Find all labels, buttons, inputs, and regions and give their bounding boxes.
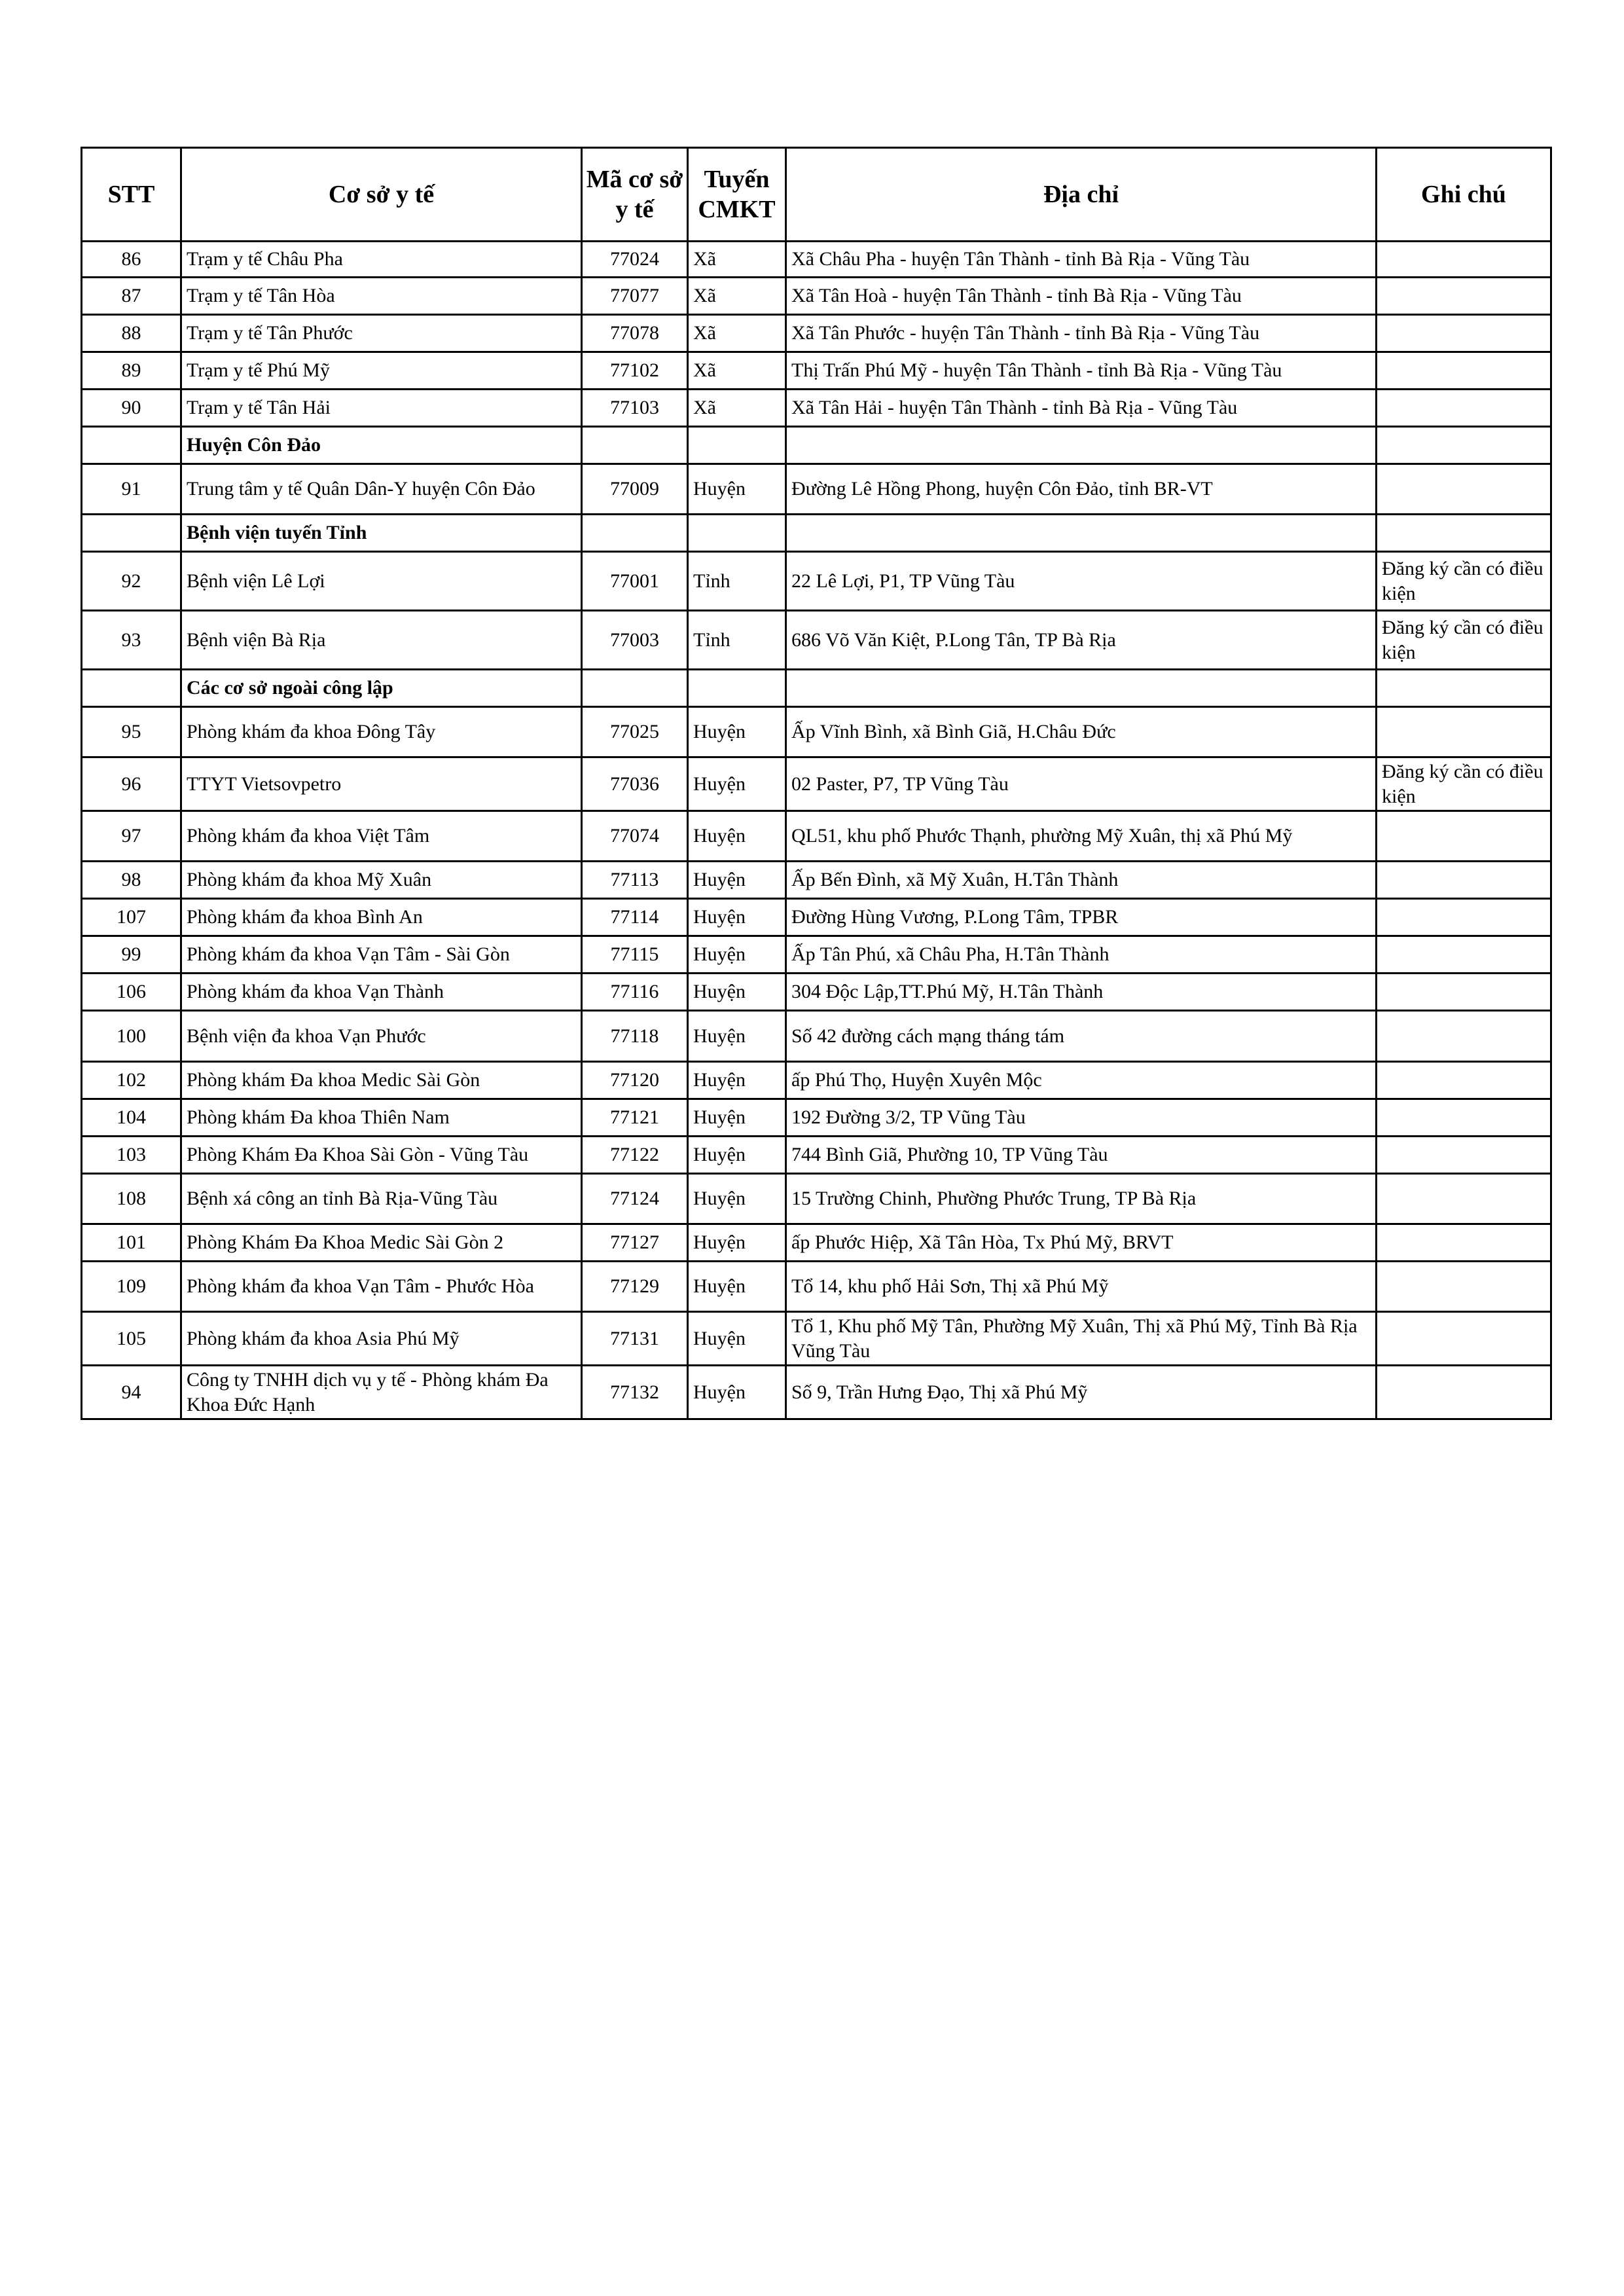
address-cell: Xã Tân Hải - huyện Tân Thành - tỉnh Bà Rịa - Vũng Tàu <box>786 390 1377 427</box>
section-title: Các cơ sở ngoài công lập <box>181 670 582 707</box>
code-cell: 77103 <box>582 390 688 427</box>
stt-cell: 87 <box>82 278 181 315</box>
level-cell: Huyện <box>688 1224 786 1262</box>
stt-cell: 96 <box>82 757 181 811</box>
facility-cell: Phòng khám đa khoa Đông Tây <box>181 707 582 757</box>
address-cell: Xã Tân Phước - huyện Tân Thành - tỉnh Bà Rịa - Vũng Tàu <box>786 315 1377 352</box>
note-cell <box>1377 315 1551 352</box>
level-cell: Huyện <box>688 1011 786 1062</box>
level-cell: Huyện <box>688 862 786 899</box>
address-cell: Ấp Tân Phú, xã Châu Pha, H.Tân Thành <box>786 936 1377 974</box>
code-cell: 77024 <box>582 242 688 278</box>
note-cell <box>1377 1262 1551 1312</box>
facility-cell: Trạm y tế Phú Mỹ <box>181 352 582 390</box>
level-cell: Xã <box>688 242 786 278</box>
address-cell: 15 Trường Chinh, Phường Phước Trung, TP Bà Rịa <box>786 1174 1377 1224</box>
table-header-row <box>82 148 1551 242</box>
level-cell: Huyện <box>688 811 786 862</box>
code-cell: 77118 <box>582 1011 688 1062</box>
level-cell: Huyện <box>688 936 786 974</box>
section-level-cell <box>688 427 786 464</box>
facility-cell: Phòng khám đa khoa Mỹ Xuân <box>181 862 582 899</box>
stt-cell: 109 <box>82 1262 181 1312</box>
stt-cell: 99 <box>82 936 181 974</box>
facility-cell: Phòng khám Đa khoa Medic Sài Gòn <box>181 1062 582 1099</box>
address-cell: 744 Bình Giã, Phường 10, TP Vũng Tàu <box>786 1137 1377 1174</box>
section-title: Bệnh viện tuyến Tỉnh <box>181 515 582 552</box>
table-row <box>82 811 1551 862</box>
code-cell: 77132 <box>582 1366 688 1419</box>
level-cell: Tỉnh <box>688 611 786 670</box>
table-row <box>82 1174 1551 1224</box>
stt-cell: 103 <box>82 1137 181 1174</box>
header-address: Địa chỉ <box>786 148 1377 242</box>
section-row <box>82 515 1551 552</box>
address-cell: 22 Lê Lợi, P1, TP Vũng Tàu <box>786 552 1377 611</box>
section-stt-cell <box>82 515 181 552</box>
header-note: Ghi chú <box>1377 148 1551 242</box>
stt-cell: 93 <box>82 611 181 670</box>
code-cell: 77120 <box>582 1062 688 1099</box>
section-level-cell <box>688 515 786 552</box>
section-address-cell <box>786 427 1377 464</box>
header-stt: STT <box>82 148 181 242</box>
level-cell: Huyện <box>688 1099 786 1137</box>
level-cell: Xã <box>688 390 786 427</box>
table-row <box>82 757 1551 811</box>
header-facility: Cơ sở y tế <box>181 148 582 242</box>
code-cell: 77102 <box>582 352 688 390</box>
section-note-cell <box>1377 670 1551 707</box>
facility-cell: TTYT Vietsovpetro <box>181 757 582 811</box>
table-row <box>82 1062 1551 1099</box>
section-note-cell <box>1377 515 1551 552</box>
section-code-cell <box>582 515 688 552</box>
section-address-cell <box>786 515 1377 552</box>
stt-cell: 108 <box>82 1174 181 1224</box>
note-cell <box>1377 811 1551 862</box>
header-code: Mã cơ sở y tế <box>582 148 688 242</box>
code-cell: 77078 <box>582 315 688 352</box>
table-row <box>82 1099 1551 1137</box>
facility-cell: Phòng Khám Đa Khoa Medic Sài Gòn 2 <box>181 1224 582 1262</box>
table-row <box>82 552 1551 611</box>
note-cell <box>1377 242 1551 278</box>
address-cell: Ấp Bến Đình, xã Mỹ Xuân, H.Tân Thành <box>786 862 1377 899</box>
address-cell: 02 Paster, P7, TP Vũng Tàu <box>786 757 1377 811</box>
table-row <box>82 278 1551 315</box>
header-level: Tuyến CMKT <box>688 148 786 242</box>
address-cell: Tổ 14, khu phố Hải Sơn, Thị xã Phú Mỹ <box>786 1262 1377 1312</box>
facility-cell: Phòng khám đa khoa Vạn Thành <box>181 974 582 1011</box>
note-cell <box>1377 1312 1551 1366</box>
table-row <box>82 862 1551 899</box>
section-code-cell <box>582 670 688 707</box>
facility-cell: Công ty TNHH dịch vụ y tế - Phòng khám Đa Khoa Đức Hạnh <box>181 1366 582 1419</box>
table-row <box>82 1137 1551 1174</box>
facility-cell: Phòng khám đa khoa Vạn Tâm - Sài Gòn <box>181 936 582 974</box>
stt-cell: 95 <box>82 707 181 757</box>
section-stt-cell <box>82 427 181 464</box>
note-cell <box>1377 278 1551 315</box>
stt-cell: 102 <box>82 1062 181 1099</box>
stt-cell: 100 <box>82 1011 181 1062</box>
code-cell: 77077 <box>582 278 688 315</box>
address-cell: ấp Phú Thọ, Huyện Xuyên Mộc <box>786 1062 1377 1099</box>
facility-cell: Phòng khám đa khoa Việt Tâm <box>181 811 582 862</box>
stt-cell: 92 <box>82 552 181 611</box>
note-cell <box>1377 1099 1551 1137</box>
code-cell: 77122 <box>582 1137 688 1174</box>
stt-cell: 89 <box>82 352 181 390</box>
note-cell <box>1377 464 1551 515</box>
section-address-cell <box>786 670 1377 707</box>
facility-cell: Phòng khám đa khoa Bình An <box>181 899 582 936</box>
section-level-cell <box>688 670 786 707</box>
note-cell <box>1377 1062 1551 1099</box>
note-cell <box>1377 1174 1551 1224</box>
address-cell: Ấp Vĩnh Bình, xã Bình Giã, H.Châu Đức <box>786 707 1377 757</box>
level-cell: Xã <box>688 352 786 390</box>
code-cell: 77127 <box>582 1224 688 1262</box>
address-cell: Xã Tân Hoà - huyện Tân Thành - tỉnh Bà Rịa - Vũng Tàu <box>786 278 1377 315</box>
level-cell: Xã <box>688 315 786 352</box>
facility-cell: Phòng khám đa khoa Vạn Tâm - Phước Hòa <box>181 1262 582 1312</box>
section-row <box>82 670 1551 707</box>
stt-cell: 91 <box>82 464 181 515</box>
code-cell: 77009 <box>582 464 688 515</box>
level-cell: Tỉnh <box>688 552 786 611</box>
facility-cell: Bệnh xá công an tỉnh Bà Rịa-Vũng Tàu <box>181 1174 582 1224</box>
stt-cell: 94 <box>82 1366 181 1419</box>
level-cell: Huyện <box>688 899 786 936</box>
note-cell <box>1377 862 1551 899</box>
facility-cell: Phòng khám Đa khoa Thiên Nam <box>181 1099 582 1137</box>
facility-cell: Bệnh viện Lê Lợi <box>181 552 582 611</box>
facility-table <box>81 147 1552 1420</box>
facility-cell: Phòng khám đa khoa Asia Phú Mỹ <box>181 1312 582 1366</box>
note-cell <box>1377 352 1551 390</box>
section-stt-cell <box>82 670 181 707</box>
table-row <box>82 899 1551 936</box>
table-row <box>82 1366 1551 1419</box>
section-row <box>82 427 1551 464</box>
address-cell: Tổ 1, Khu phố Mỹ Tân, Phường Mỹ Xuân, Thị xã Phú Mỹ, Tỉnh Bà Rịa Vũng Tàu <box>786 1312 1377 1366</box>
facility-cell: Trạm y tế Châu Pha <box>181 242 582 278</box>
stt-cell: 105 <box>82 1312 181 1366</box>
note-cell <box>1377 974 1551 1011</box>
stt-cell: 101 <box>82 1224 181 1262</box>
facility-cell: Trung tâm y tế Quân Dân-Y huyện Côn Đảo <box>181 464 582 515</box>
table-row <box>82 464 1551 515</box>
stt-cell: 104 <box>82 1099 181 1137</box>
facility-cell: Trạm y tế Tân Hòa <box>181 278 582 315</box>
level-cell: Huyện <box>688 1174 786 1224</box>
table-row <box>82 1224 1551 1262</box>
code-cell: 77113 <box>582 862 688 899</box>
level-cell: Huyện <box>688 1262 786 1312</box>
section-code-cell <box>582 427 688 464</box>
address-cell: ấp Phước Hiệp, Xã Tân Hòa, Tx Phú Mỹ, BRVT <box>786 1224 1377 1262</box>
facility-cell: Trạm y tế Tân Hải <box>181 390 582 427</box>
level-cell: Huyện <box>688 757 786 811</box>
level-cell: Huyện <box>688 707 786 757</box>
table-row <box>82 1312 1551 1366</box>
table-body <box>82 242 1551 1419</box>
note-cell <box>1377 1137 1551 1174</box>
code-cell: 77124 <box>582 1174 688 1224</box>
code-cell: 77121 <box>582 1099 688 1137</box>
level-cell: Xã <box>688 278 786 315</box>
note-cell <box>1377 1011 1551 1062</box>
address-cell: 304 Độc Lập,TT.Phú Mỹ, H.Tân Thành <box>786 974 1377 1011</box>
stt-cell: 86 <box>82 242 181 278</box>
level-cell: Huyện <box>688 1312 786 1366</box>
address-cell: Đường Lê Hồng Phong, huyện Côn Đảo, tỉnh BR-VT <box>786 464 1377 515</box>
table-row <box>82 315 1551 352</box>
table-row <box>82 352 1551 390</box>
table-row <box>82 936 1551 974</box>
stt-cell: 90 <box>82 390 181 427</box>
stt-cell: 98 <box>82 862 181 899</box>
note-cell <box>1377 1366 1551 1419</box>
address-cell: 686 Võ Văn Kiệt, P.Long Tân, TP Bà Rịa <box>786 611 1377 670</box>
level-cell: Huyện <box>688 1062 786 1099</box>
note-cell <box>1377 707 1551 757</box>
address-cell: Đường Hùng Vương, P.Long Tâm, TPBR <box>786 899 1377 936</box>
address-cell: Thị Trấn Phú Mỹ - huyện Tân Thành - tỉnh Bà Rịa - Vũng Tàu <box>786 352 1377 390</box>
note-cell <box>1377 1224 1551 1262</box>
level-cell: Huyện <box>688 464 786 515</box>
note-cell: Đăng ký cần có điều kiện <box>1377 611 1551 670</box>
note-cell <box>1377 390 1551 427</box>
section-note-cell <box>1377 427 1551 464</box>
facility-cell: Bệnh viện đa khoa Vạn Phước <box>181 1011 582 1062</box>
code-cell: 77074 <box>582 811 688 862</box>
section-title: Huyện Côn Đảo <box>181 427 582 464</box>
stt-cell: 107 <box>82 899 181 936</box>
code-cell: 77003 <box>582 611 688 670</box>
stt-cell: 88 <box>82 315 181 352</box>
document-page <box>81 147 1550 1420</box>
code-cell: 77001 <box>582 552 688 611</box>
table-row <box>82 390 1551 427</box>
level-cell: Huyện <box>688 1366 786 1419</box>
address-cell: QL51, khu phố Phước Thạnh, phường Mỹ Xuân, thị xã Phú Mỹ <box>786 811 1377 862</box>
table-row <box>82 974 1551 1011</box>
code-cell: 77115 <box>582 936 688 974</box>
note-cell: Đăng ký cần có điều kiện <box>1377 757 1551 811</box>
address-cell: Số 42 đường cách mạng tháng tám <box>786 1011 1377 1062</box>
code-cell: 77025 <box>582 707 688 757</box>
code-cell: 77036 <box>582 757 688 811</box>
table-row <box>82 242 1551 278</box>
code-cell: 77116 <box>582 974 688 1011</box>
stt-cell: 97 <box>82 811 181 862</box>
level-cell: Huyện <box>688 974 786 1011</box>
facility-cell: Bệnh viện Bà Rịa <box>181 611 582 670</box>
facility-cell: Phòng Khám Đa Khoa Sài Gòn - Vũng Tàu <box>181 1137 582 1174</box>
code-cell: 77131 <box>582 1312 688 1366</box>
code-cell: 77129 <box>582 1262 688 1312</box>
note-cell: Đăng ký cần có điều kiện <box>1377 552 1551 611</box>
table-row <box>82 707 1551 757</box>
stt-cell: 106 <box>82 974 181 1011</box>
level-cell: Huyện <box>688 1137 786 1174</box>
note-cell <box>1377 936 1551 974</box>
table-row <box>82 1262 1551 1312</box>
code-cell: 77114 <box>582 899 688 936</box>
note-cell <box>1377 899 1551 936</box>
table-row <box>82 611 1551 670</box>
table-row <box>82 1011 1551 1062</box>
address-cell: Xã Châu Pha - huyện Tân Thành - tỉnh Bà Rịa - Vũng Tàu <box>786 242 1377 278</box>
address-cell: Số 9, Trần Hưng Đạo, Thị xã Phú Mỹ <box>786 1366 1377 1419</box>
facility-cell: Trạm y tế Tân Phước <box>181 315 582 352</box>
address-cell: 192 Đường 3/2, TP Vũng Tàu <box>786 1099 1377 1137</box>
